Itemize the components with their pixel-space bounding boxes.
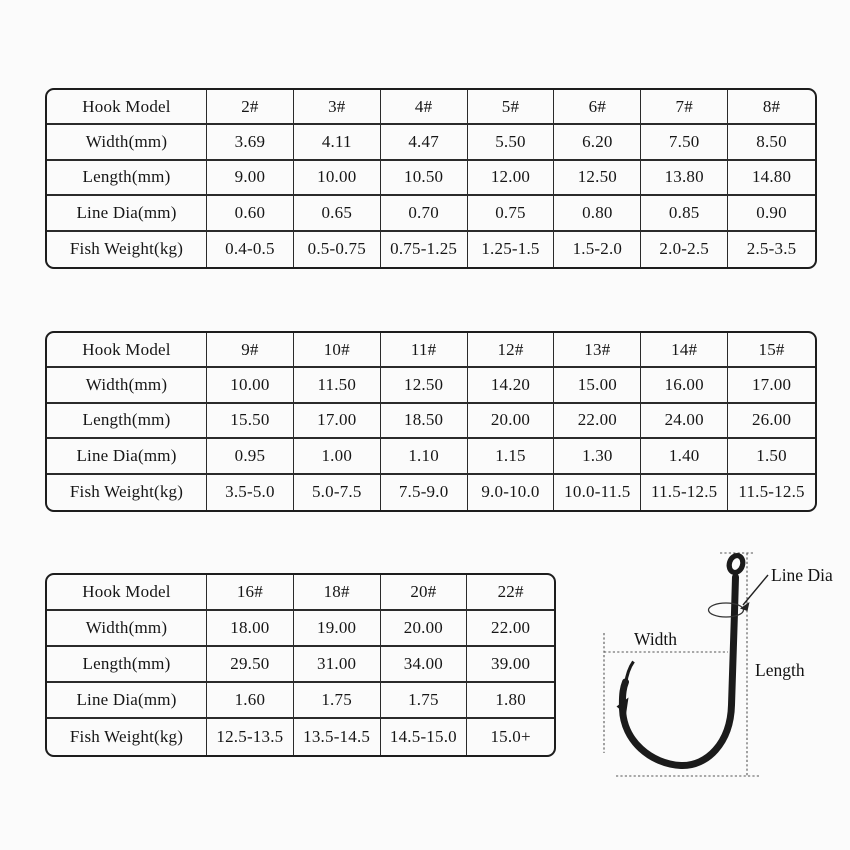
hook-diagram bbox=[595, 535, 850, 820]
value-cell: 13.5-14.5 bbox=[294, 719, 381, 755]
value-cell: 1.75 bbox=[381, 683, 468, 719]
hook-size-table-medium bbox=[45, 331, 817, 512]
hook-model-cell: 14# bbox=[641, 333, 728, 368]
value-cell: 1.80 bbox=[467, 683, 554, 719]
line-dia-indicator-ellipse bbox=[709, 603, 744, 617]
row-label-cell: Line Dia(mm) bbox=[47, 683, 207, 719]
row-label-cell: Line Dia(mm) bbox=[47, 196, 207, 231]
value-cell: 5.0-7.5 bbox=[294, 475, 381, 510]
row-label-cell: Length(mm) bbox=[47, 647, 207, 683]
row-label-cell: Hook Model bbox=[47, 333, 207, 368]
value-cell: 0.65 bbox=[294, 196, 381, 231]
hook-model-cell: 18# bbox=[294, 575, 381, 611]
row-label-cell: Fish Weight(kg) bbox=[47, 719, 207, 755]
row-label-cell: Hook Model bbox=[47, 575, 207, 611]
value-cell: 1.10 bbox=[381, 439, 468, 474]
value-cell: 0.5-0.75 bbox=[294, 232, 381, 267]
value-cell: 12.50 bbox=[554, 161, 641, 196]
value-cell: 6.20 bbox=[554, 125, 641, 160]
value-cell: 1.5-2.0 bbox=[554, 232, 641, 267]
value-cell: 1.60 bbox=[207, 683, 294, 719]
value-cell: 5.50 bbox=[468, 125, 555, 160]
value-cell: 9.0-10.0 bbox=[468, 475, 555, 510]
value-cell: 0.85 bbox=[641, 196, 728, 231]
value-cell: 16.00 bbox=[641, 368, 728, 403]
value-cell: 17.00 bbox=[294, 404, 381, 439]
value-cell: 14.80 bbox=[728, 161, 815, 196]
hook-model-cell: 6# bbox=[554, 90, 641, 125]
value-cell: 1.40 bbox=[641, 439, 728, 474]
hook-model-cell: 15# bbox=[728, 333, 815, 368]
value-cell: 12.50 bbox=[381, 368, 468, 403]
hook-model-cell: 22# bbox=[467, 575, 554, 611]
value-cell: 18.50 bbox=[381, 404, 468, 439]
hook-size-table-large bbox=[45, 573, 556, 757]
hook-model-cell: 4# bbox=[381, 90, 468, 125]
value-cell: 13.80 bbox=[641, 161, 728, 196]
value-cell: 22.00 bbox=[554, 404, 641, 439]
hook-model-cell: 13# bbox=[554, 333, 641, 368]
value-cell: 39.00 bbox=[467, 647, 554, 683]
value-cell: 0.4-0.5 bbox=[207, 232, 294, 267]
value-cell: 9.00 bbox=[207, 161, 294, 196]
value-cell: 11.5-12.5 bbox=[641, 475, 728, 510]
value-cell: 2.5-3.5 bbox=[746, 239, 797, 259]
value-cell: 11.50 bbox=[294, 368, 381, 403]
value-cell: 14.5-15.0 bbox=[381, 719, 468, 755]
value-cell: 12.00 bbox=[468, 161, 555, 196]
value-cell: 3.69 bbox=[207, 125, 294, 160]
value-cell: 11.5-12.5 bbox=[738, 482, 805, 502]
value-cell: 10.0-11.5 bbox=[554, 475, 641, 510]
value-cell: 3.5-5.0 bbox=[207, 475, 294, 510]
value-cell: 26.00 bbox=[728, 404, 815, 439]
value-cell: 1.30 bbox=[554, 439, 641, 474]
value-cell: 15.0+ bbox=[490, 727, 531, 746]
hook-model-cell: 10# bbox=[294, 333, 381, 368]
value-cell: 22.00 bbox=[467, 611, 554, 647]
value-cell: 1.75 bbox=[294, 683, 381, 719]
value-cell: 34.00 bbox=[381, 647, 468, 683]
value-cell: 24.00 bbox=[641, 404, 728, 439]
width-label: Width bbox=[634, 629, 678, 649]
hook-model-cell: 8# bbox=[728, 90, 815, 125]
value-cell: 7.50 bbox=[641, 125, 728, 160]
hook-model-cell: 12# bbox=[468, 333, 555, 368]
row-label-cell: Fish Weight(kg) bbox=[47, 232, 207, 267]
value-cell: 12.5-13.5 bbox=[207, 719, 294, 755]
value-cell: 18.00 bbox=[207, 611, 294, 647]
value-cell: 8.50 bbox=[728, 125, 815, 160]
value-cell: 29.50 bbox=[207, 647, 294, 683]
hook-model-cell: 3# bbox=[294, 90, 381, 125]
value-cell: 14.20 bbox=[468, 368, 555, 403]
row-label-cell: Fish Weight(kg) bbox=[47, 475, 207, 510]
value-cell: 0.90 bbox=[728, 196, 815, 231]
value-cell: 0.95 bbox=[207, 439, 294, 474]
value-cell: 31.00 bbox=[294, 647, 381, 683]
hook-model-cell: 16# bbox=[207, 575, 294, 611]
value-cell: 7.5-9.0 bbox=[381, 475, 468, 510]
value-cell: 1.00 bbox=[294, 439, 381, 474]
hook-shank-and-bend bbox=[622, 577, 735, 766]
value-cell: 0.80 bbox=[554, 196, 641, 231]
value-cell: 4.47 bbox=[381, 125, 468, 160]
value-cell: 15.50 bbox=[207, 404, 294, 439]
value-cell: 1.25-1.5 bbox=[468, 232, 555, 267]
row-label-cell: Width(mm) bbox=[47, 611, 207, 647]
value-cell: 17.00 bbox=[728, 368, 815, 403]
hook-eye bbox=[727, 554, 745, 574]
value-cell: 10.00 bbox=[294, 161, 381, 196]
value-cell: 10.00 bbox=[207, 368, 294, 403]
hook-model-cell: 5# bbox=[468, 90, 555, 125]
value-cell: 4.11 bbox=[294, 125, 381, 160]
value-cell: 2.0-2.5 bbox=[641, 232, 728, 267]
value-cell: 0.70 bbox=[381, 196, 468, 231]
row-label-cell: Length(mm) bbox=[47, 161, 207, 196]
line-dia-label: Line Dia bbox=[771, 565, 833, 585]
hook-model-cell: 2# bbox=[207, 90, 294, 125]
value-cell: 0.75 bbox=[468, 196, 555, 231]
row-label-cell: Length(mm) bbox=[47, 404, 207, 439]
row-label-cell: Hook Model bbox=[47, 90, 207, 125]
value-cell: 19.00 bbox=[294, 611, 381, 647]
row-label-cell: Line Dia(mm) bbox=[47, 439, 207, 474]
hook-model-cell: 20# bbox=[381, 575, 468, 611]
hook-model-cell: 9# bbox=[207, 333, 294, 368]
length-label: Length bbox=[755, 660, 805, 680]
hook-size-table-small bbox=[45, 88, 817, 269]
row-label-cell: Width(mm) bbox=[47, 125, 207, 160]
hook-point bbox=[626, 662, 634, 685]
value-cell: 1.15 bbox=[468, 439, 555, 474]
value-cell: 20.00 bbox=[381, 611, 468, 647]
value-cell: 0.75-1.25 bbox=[381, 232, 468, 267]
value-cell: 0.60 bbox=[207, 196, 294, 231]
hook-illustration bbox=[617, 554, 745, 766]
row-label-cell: Width(mm) bbox=[47, 368, 207, 403]
hook-model-cell: 7# bbox=[641, 90, 728, 125]
value-cell: 1.50 bbox=[728, 439, 815, 474]
value-cell: 10.50 bbox=[381, 161, 468, 196]
hook-model-cell: 11# bbox=[381, 333, 468, 368]
value-cell: 15.00 bbox=[554, 368, 641, 403]
value-cell: 20.00 bbox=[468, 404, 555, 439]
